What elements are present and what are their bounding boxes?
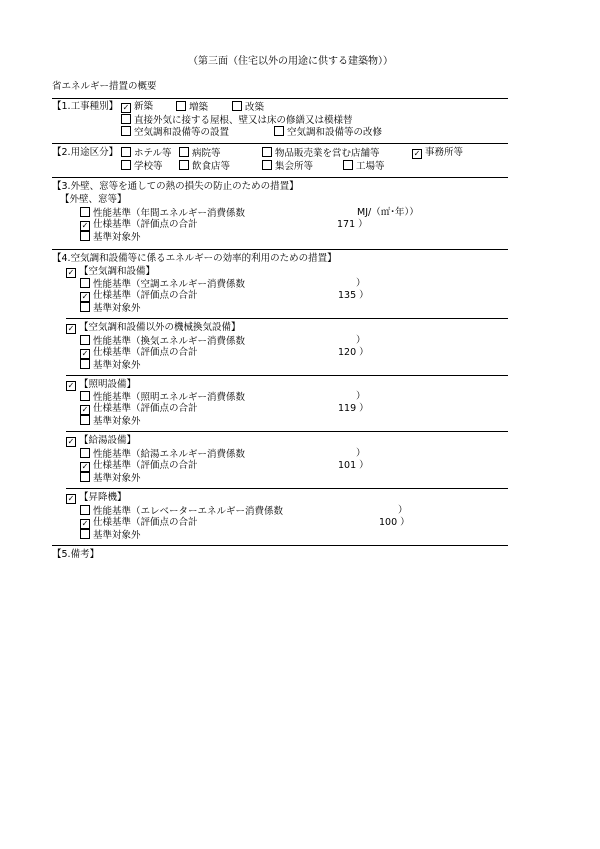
s2-office[interactable]: ✓ 事務所等: [412, 147, 463, 159]
s4-elev-perf[interactable]: 性能基準（エレベーターエネルギー消費係数: [80, 505, 283, 518]
s4-elev-spec-value: 100 ）: [379, 517, 410, 528]
checkbox-icon[interactable]: [262, 147, 272, 157]
s4-water-spec-value: 101 ）: [338, 460, 369, 471]
s1-new[interactable]: ✓ 新築: [121, 101, 153, 113]
s3-spec-value: 171 ）: [337, 219, 368, 230]
s2-hotel[interactable]: ホテル等: [121, 147, 172, 160]
checkbox-checked-icon[interactable]: [80, 462, 90, 472]
s4-light-spec-value: 119 ）: [338, 403, 369, 414]
s4-elev-title[interactable]: ✓【昇降機】: [66, 492, 127, 504]
divider: [52, 143, 508, 144]
s4-water-title[interactable]: ✓【給湯設備】: [66, 435, 136, 447]
s4-light-perf-close: ）: [356, 391, 366, 402]
s4-water-perf-close: ）: [356, 448, 366, 459]
s4-light-title[interactable]: ✓【照明設備】: [66, 379, 136, 391]
s4-ac-spec-value: 135 ）: [338, 290, 369, 301]
checkbox-icon[interactable]: [80, 335, 90, 345]
s4-ac-title[interactable]: ✓【空気調和設備】: [66, 266, 155, 278]
checkbox-icon[interactable]: [121, 147, 131, 157]
divider: [52, 545, 508, 546]
checkbox-icon[interactable]: [179, 147, 189, 157]
s4-vent-exempt[interactable]: 基準対象外: [80, 359, 141, 372]
divider: [52, 249, 508, 250]
divider: [66, 318, 508, 319]
s4-light-exempt[interactable]: 基準対象外: [80, 415, 141, 428]
s4-vent-title[interactable]: ✓【空気調和設備以外の機械換気設備】: [66, 322, 241, 334]
s2-retail[interactable]: 物品販売業を営む店舗等: [262, 147, 380, 160]
checkbox-checked-icon[interactable]: [80, 349, 90, 359]
checkbox-checked-icon[interactable]: [66, 437, 76, 447]
s4-light-perf[interactable]: 性能基準（照明エネルギー消費係数: [80, 391, 245, 404]
checkbox-icon[interactable]: [274, 126, 284, 136]
s4-elev-spec[interactable]: ✓仕様基準（評価点の合計: [80, 517, 198, 529]
s2-hospital[interactable]: 病院等: [179, 147, 221, 160]
s3-label: 【3.外壁、窓等を通しての熱の損失の防止のための措置】: [52, 181, 299, 192]
checkbox-icon[interactable]: [262, 160, 272, 170]
checkbox-icon[interactable]: [343, 160, 353, 170]
s1-ac-install[interactable]: 空気調和設備等の設置: [121, 126, 229, 139]
s1-ac-renov[interactable]: 空気調和設備等の改修: [274, 126, 382, 139]
checkbox-checked-icon[interactable]: [80, 405, 90, 415]
s1-label: 【1.工事種別】: [52, 101, 119, 112]
checkbox-icon[interactable]: [179, 160, 189, 170]
s3-perf[interactable]: 性能基準（年間エネルギー消費係数: [80, 207, 245, 220]
checkbox-icon[interactable]: [121, 114, 131, 124]
checkbox-checked-icon[interactable]: [80, 221, 90, 231]
s2-assembly[interactable]: 集会所等: [262, 160, 313, 173]
s2-label: 【2.用途区分】: [52, 147, 119, 158]
s4-ac-exempt[interactable]: 基準対象外: [80, 302, 141, 315]
s5-label: 【5.備考】: [52, 549, 100, 560]
checkbox-icon[interactable]: [80, 529, 90, 539]
s4-water-perf[interactable]: 性能基準（給湯エネルギー消費係数: [80, 448, 245, 461]
checkbox-checked-icon[interactable]: [121, 103, 131, 113]
s4-ac-perf[interactable]: 性能基準（空調エネルギー消費係数: [80, 278, 245, 291]
divider: [66, 431, 508, 432]
s4-elev-perf-close: ）: [398, 505, 408, 516]
s4-vent-spec-value: 120 ）: [338, 347, 369, 358]
s3-sub: 【外壁、窓等】: [60, 194, 127, 205]
checkbox-icon[interactable]: [121, 126, 131, 136]
s2-school[interactable]: 学校等: [121, 160, 163, 173]
s1-expand[interactable]: 増築: [176, 101, 208, 114]
checkbox-icon[interactable]: [176, 101, 186, 111]
s2-factory[interactable]: 工場等: [343, 160, 385, 173]
s4-elev-exempt[interactable]: 基準対象外: [80, 529, 141, 542]
checkbox-icon[interactable]: [80, 505, 90, 515]
divider: [66, 488, 508, 489]
checkbox-icon[interactable]: [80, 472, 90, 482]
checkbox-checked-icon[interactable]: [80, 519, 90, 529]
checkbox-icon[interactable]: [80, 415, 90, 425]
s3-perf-unit: MJ/（㎡･年））: [357, 207, 419, 218]
divider: [52, 98, 508, 99]
s4-water-spec[interactable]: ✓仕様基準（評価点の合計: [80, 460, 198, 472]
checkbox-icon[interactable]: [80, 207, 90, 217]
s2-restaurant[interactable]: 飲食店等: [179, 160, 230, 173]
s4-label: 【4.空気調和設備等に係るエネルギーの効率的利用のための措置】: [52, 253, 337, 264]
s4-water-exempt[interactable]: 基準対象外: [80, 472, 141, 485]
s4-vent-spec[interactable]: ✓仕様基準（評価点の合計: [80, 347, 198, 359]
checkbox-checked-icon[interactable]: [66, 324, 76, 334]
divider: [66, 375, 508, 376]
checkbox-icon[interactable]: [232, 101, 242, 111]
checkbox-icon[interactable]: [80, 448, 90, 458]
s4-ac-spec[interactable]: ✓仕様基準（評価点の合計: [80, 290, 198, 302]
s3-spec[interactable]: ✓仕様基準（評価点の合計: [80, 219, 198, 231]
checkbox-icon[interactable]: [80, 278, 90, 288]
checkbox-icon[interactable]: [80, 359, 90, 369]
document-title: （第三面（住宅以外の用途に供する建築物））: [188, 56, 393, 67]
s3-exempt[interactable]: 基準対象外: [80, 231, 141, 244]
checkbox-icon[interactable]: [80, 391, 90, 401]
s4-vent-perf-close: ）: [356, 335, 366, 346]
s1-roof[interactable]: 直接外気に接する屋根、壁又は床の修繕又は模様替: [121, 114, 353, 127]
s4-ac-perf-close: ）: [356, 278, 366, 289]
checkbox-checked-icon[interactable]: [66, 494, 76, 504]
checkbox-checked-icon[interactable]: [412, 149, 422, 159]
checkbox-icon[interactable]: [121, 160, 131, 170]
checkbox-checked-icon[interactable]: [80, 292, 90, 302]
checkbox-icon[interactable]: [80, 231, 90, 241]
checkbox-icon[interactable]: [80, 302, 90, 312]
checkbox-checked-icon[interactable]: [66, 381, 76, 391]
s4-vent-perf[interactable]: 性能基準（換気エネルギー消費係数: [80, 335, 245, 348]
divider: [52, 177, 508, 178]
s1-renov[interactable]: 改築: [232, 101, 264, 114]
checkbox-checked-icon[interactable]: [66, 268, 76, 278]
section-heading: 省エネルギー措置の概要: [52, 81, 157, 92]
s4-light-spec[interactable]: ✓仕様基準（評価点の合計: [80, 403, 198, 415]
